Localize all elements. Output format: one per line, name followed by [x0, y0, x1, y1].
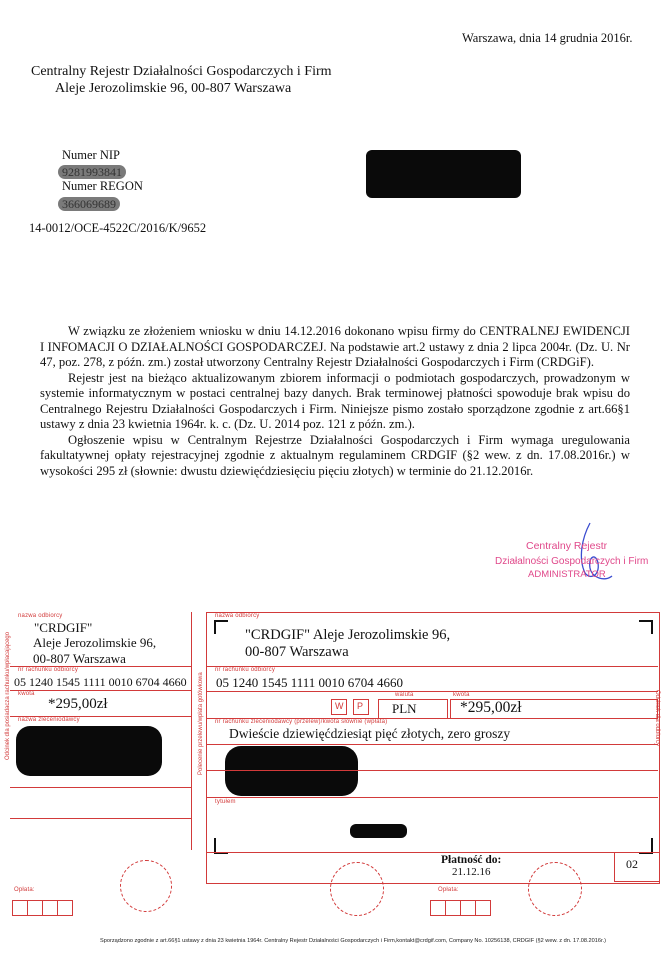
slip-fee-label: Opłata: [438, 887, 459, 893]
amount-in-words: Dwieście dziewięćdziesiąt pięć złotych, zero groszy [229, 726, 511, 741]
sender-name: Centralny Rejestr Działalności Gospodarczych i Firm [31, 64, 332, 79]
regon-value: 366069689 [58, 197, 120, 211]
footer-note: Sporządzono zgodnie z art.66§1 ustawy z dnia 23 kwietnia 1964r. Centralny Rejestr Działalności Gospodarczych i Firm,kontakt@crdgif.com, Company No. 10256138, CRDGIF (§2 wew. z dn. 17.08.2016r.) [100, 938, 606, 944]
label-title: tytułem [215, 799, 236, 805]
stub-label-recipient: nazwa odbiorcy [18, 613, 63, 619]
stub-divider-2 [10, 690, 191, 691]
paragraph-1: W związku ze złożeniem wniosku w dniu 14.12.2016 dokonano wpisu firmy do CENTRALNEJ EWIDENCJI I INFOMACJI O DZIAŁALNOŚCI GOSPODARCZEJ. Na podstawie art.2 ustawy z dnia 2 lipca 2004r. (Dz. U. Nr 47, poz. 278, z późn. zm.) został utworzony Centralny Rejestr Działalności Gospodarczych i Firm (CRDGiF). [40, 324, 630, 369]
main-amount: *295,00zł [460, 699, 522, 716]
stub-fee-boxes [12, 900, 72, 916]
paragraph-3: Ogłoszenie wpisu w Centralnym Rejestrze Działalności Gospodarczych i Firm wymaga uregulowania fakultatywnej opłaty rejestracyjnej zgodnie z aktualnym regulaminem CRDGIF (§2 wew. z dn. 17.08.2016r.) w wysokości 295 zł (słownie: dwustu dziewięćdziesięciu pięciu złotych) w terminie do 21.12.2016r. [40, 432, 630, 478]
regon-label: Numer REGON [62, 179, 143, 193]
stub-stamp-circle [120, 860, 172, 912]
stub-account: 05 1240 1545 1111 0010 6704 4660 [14, 675, 187, 689]
label-recipient: nazwa odbiorcy [215, 613, 260, 619]
address-redaction [366, 150, 521, 198]
form-number: 02 [626, 857, 638, 871]
stub-payer-redaction [16, 726, 162, 776]
letter-body [40, 324, 630, 479]
box-w-label: W [335, 701, 344, 711]
label-account: nr rachunku odbiorcy [215, 667, 276, 673]
stub-fee-label: Opłata: [14, 887, 35, 893]
divider-payer-2 [206, 770, 658, 771]
stub-amount: *295,00zł [48, 696, 108, 712]
paragraph-2: Rejestr jest na bieżąco aktualizowanym zbiorem informacji o podmiotach gospodarczych, prowadzonym w systemie informatycznym w postaci centralnej bazy danych. Brak terminowej płatności spowoduje brak wpisu do Centralnego Rejestru Działalności Gospodarczych i Firm. Niniejsze pismo zostało sporządzone zgodnie z art.66§1 ustawy z dnia 23 kwietnia 1964r. k. c. (Dz. U. 2014 poz. 121 z późn. zm.). [40, 370, 630, 431]
divider-bottom [206, 852, 658, 853]
divider-amount [206, 691, 658, 692]
slip-fee-boxes [430, 900, 490, 916]
title-corner-marks [214, 808, 654, 854]
main-account: 05 1240 1545 1111 0010 6704 4660 [216, 675, 404, 690]
due-date: 21.12.16 [452, 866, 491, 878]
label-amount: kwota [453, 692, 470, 698]
label-currency: waluta [395, 692, 414, 698]
box-p-label: P [357, 701, 364, 711]
stub-label-account: nr rachunku odbiorcy [18, 667, 79, 673]
stub-label-payer: nazwa zleceniodawcy [18, 717, 80, 723]
reference-number: 14-0012/OCE-4522C/2016/K/9652 [29, 221, 207, 235]
regon-value-masked [58, 195, 120, 213]
side-label-right: Odcinek dla odbiorcy [654, 690, 660, 747]
slip-stamp-circle-left [330, 862, 384, 916]
stamp-line-2: Działalności Gospodarczych i Firm [495, 556, 649, 567]
currency-value: PLN [392, 701, 417, 716]
stub-recipient-1: "CRDGIF" [34, 620, 93, 635]
stub-divider-4 [10, 787, 191, 788]
stub-divider-5 [10, 818, 191, 819]
sender-address: Aleje Jerozolimskie 96, 00-807 Warszawa [55, 81, 292, 96]
payer-redaction [225, 746, 358, 796]
side-label-middle: Polecenie przelewu/wpłata gotówkowa [198, 672, 204, 775]
divider-title [206, 797, 658, 798]
main-recipient-1: "CRDGIF" Aleje Jerozolimskie 96, [245, 627, 451, 643]
side-label-left: Odcinek dla posiadacza rachunku/wpłacającego [5, 631, 11, 760]
due-label: Płatność do: [441, 854, 502, 866]
stub-recipient-3: 00-807 Warszawa [33, 651, 126, 666]
stamp-line-1: Centralny Rejestr [526, 540, 608, 552]
label-words: nr rachunku zleceniodawcy (przelew)/kwota słownie (wpłata) [215, 719, 388, 725]
main-recipient-2: 00-807 Warszawa [245, 644, 349, 660]
stub-recipient-2: Aleje Jerozolimskie 96, [33, 635, 157, 650]
stub-label-amount: kwota [18, 691, 35, 697]
nip-value: 9281993841 [58, 165, 126, 179]
place-date: Warszawa, dnia 14 grudnia 2016r. [462, 31, 633, 45]
slip-stamp-circle-right [528, 862, 582, 916]
nip-label: Numer NIP [62, 148, 120, 162]
divider-payer [206, 744, 658, 745]
stamp-line-3: ADMINISTRATOR [528, 569, 606, 580]
